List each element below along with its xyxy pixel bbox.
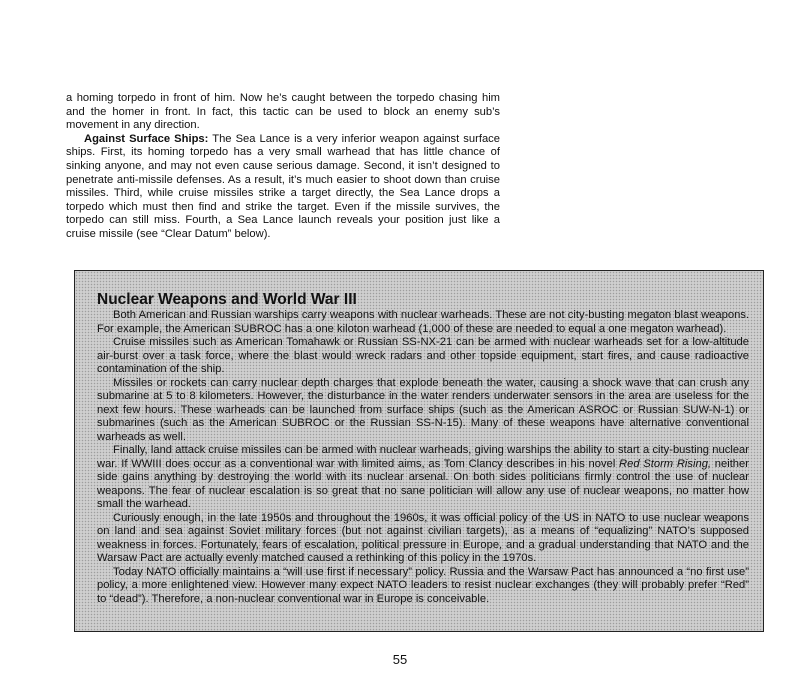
sidebar-paragraph: Cruise missiles such as American Tomahawk or Russian SS-NX-21 can be armed with nuclear warheads set for a low-altitude air-burst over a task force, where the blast would wreck radars and other topside equipment, start fires, and cause radioactive contamination of the ship. xyxy=(97,336,749,375)
sidebar-paragraph: Curiously enough, in the late 1950s and throughout the 1960s, it was official policy of the US in NATO to use nuclear weapons on land and sea against Soviet military forces (but not against civilian targets), as a means of “equalizing” NATO’s supposed weakness in forces. Fortunately, fears of escalation, political pressure in Europe, and a gradual understanding that NATO and the Warsaw Pact are actually evenly matched caused a rethinking of this policy in the 1970s. xyxy=(97,511,749,564)
main-text-column xyxy=(66,92,500,242)
paragraph-body-text: The Sea Lance is a very inferior weapon against surface ships. First, its homing torpedo has a very small warhead that has little chance of sinking anyone, and may not even cause serious damage. Second, it isn’t designed to penetrate anti-missile defenses. As a result, it’s much easier to shoot down than cruise missiles. Third, while cruise missiles strike a target directly, the Sea Lance drops a torpedo which must then find and strike the target. Even if the missile survives, the torpedo can still miss. Fourth, a Sea Lance launch reveals your position just like a cruise missile (see “Clear Datum” below). xyxy=(66,132,500,240)
sidebar-paragraph xyxy=(97,444,749,512)
paragraph-text: neither side gains anything by destroying the world with its nuclear arsenal. On both sides politicians firmly control the use of nuclear weapons. The fear of nuclear escalation is so great that no sane politician will allow any use of nuclear weapons, no matter how small the warhead. xyxy=(97,457,749,510)
body-paragraph: a homing torpedo in front of him. Now he’s caught between the torpedo chasing him and the homer in front. In fact, this tactic can be used to block an enemy sub’s movement in any direction. xyxy=(66,92,500,132)
book-title: Red Storm Rising, xyxy=(619,457,712,470)
sidebar-paragraph: Missiles or rockets can carry nuclear depth charges that explode beneath the water, causing a shock wave that can crush any submarine at 5 to 8 kilometers. However, the disturbance in the water renders underwater sensors in the area are useless for the next few hours. These warheads can be launched from surface ships (such as the American ASROC or Russian SUW-N-1) or submarines (such as the American SUBROC or the Russian SS-N-15). Many of these weapons have alternative conventional warheads as well. xyxy=(97,376,749,443)
paragraph-text: Finally, land attack cruise missiles can be armed with nuclear warheads, giving warships the ability to start a city-busting nuclear war. If WWIII does occur as a conventional war with limited aims, as Tom Clancy describes in his novel xyxy=(97,444,749,470)
sidebar-paragraph: Both American and Russian warships carry weapons with nuclear warheads. These are not city-busting megaton blast weapons. For example, the American SUBROC has a one kiloton warhead (1,000 of these are needed to equal a one megaton warhead). xyxy=(97,309,749,335)
sidebar-box xyxy=(74,270,764,632)
run-in-heading: Against Surface Ships: xyxy=(84,132,209,145)
sidebar-paragraph: Today NATO officially maintains a “will use first if necessary” policy. Russia and the Warsaw Pact has announced a “no first use” policy, a more enlightened view. However many expect NATO leaders to resist nuclear exchanges (they will probably prefer “Red” to “dead”). Therefore, a non-nuclear conventional war in Europe is conceivable. xyxy=(97,565,749,605)
sidebar-title: Nuclear Weapons and World War III xyxy=(97,291,357,308)
page-number: 55 xyxy=(392,652,408,667)
body-paragraph-surface-ships xyxy=(66,133,500,242)
